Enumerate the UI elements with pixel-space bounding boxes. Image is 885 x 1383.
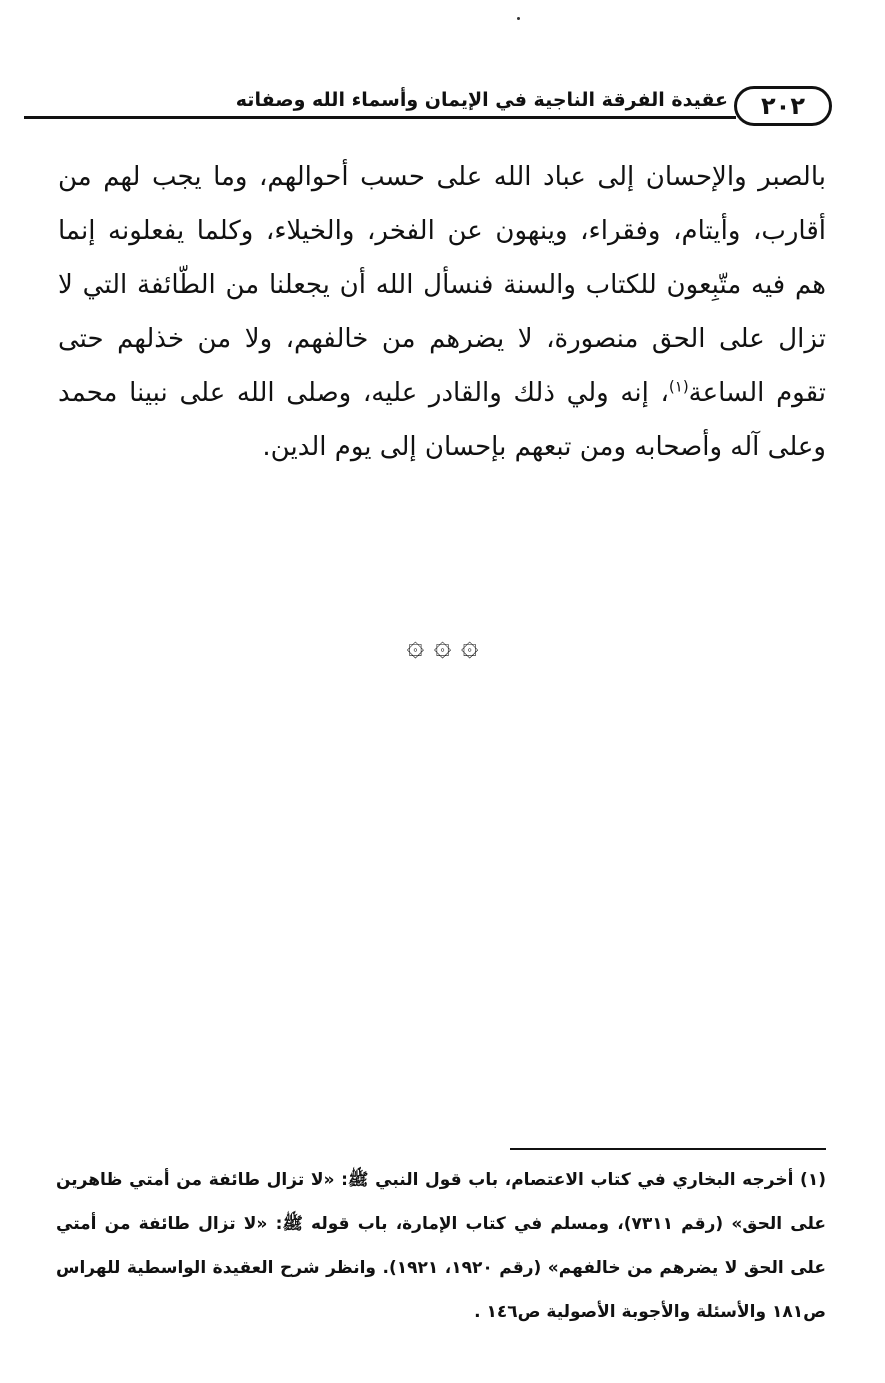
page-header [24, 86, 832, 128]
header-rule [24, 116, 736, 119]
footnote: (١) أخرجه البخاري في كتاب الاعتصام، باب قول النبي ﷺ: «لا تزال طائفة من أمتي ظاهرين على الحق» (رقم ٧٣١١)، ومسلم في كتاب الإمارة، باب قوله ﷺ: «لا تزال طائفة من أمتي على الحق لا يضرهم من خالفهم» (رقم ١٩٢٠، ١٩٢١). وانظر شرح العقيدة الواسطية للهراس ص١٨١ والأسئلة والأجوبة الأصولية ص١٤٦ . [56, 1170, 826, 1322]
body-paragraph [58, 150, 826, 474]
footnote-reference[interactable]: (١) [668, 377, 689, 396]
scan-speck [517, 17, 520, 20]
running-title: عقيدة الفرقة الناجية في الإيمان وأسماء الله وصفاته [235, 89, 728, 111]
body-text-part2: ، إنه ولي ذلك والقادر عليه، وصلى الله على نبينا محمد وعلى آله وأصحابه ومن تبعهم بإحسان إلى يوم الدين. [58, 378, 826, 462]
page-number: ٢٠٢ [734, 86, 832, 126]
footnote-rule [510, 1148, 826, 1150]
section-ornaments: ۞ ۞ ۞ [406, 628, 479, 663]
body-text-part1: بالصبر والإحسان إلى عباد الله على حسب أحوالهم، وما يجب لهم من أقارب، وأيتام، وفقراء، وينهون عن الفخر، والخيلاء، وكلما يفعلونه إنما هم فيه متّبِعون للكتاب والسنة فنسأل الله أن يجعلنا من الطّائفة التي لا تزال على الحق منصورة، لا يضرهم من خالفهم، ولا من خذلهم حتى تقوم الساعة [58, 162, 826, 408]
